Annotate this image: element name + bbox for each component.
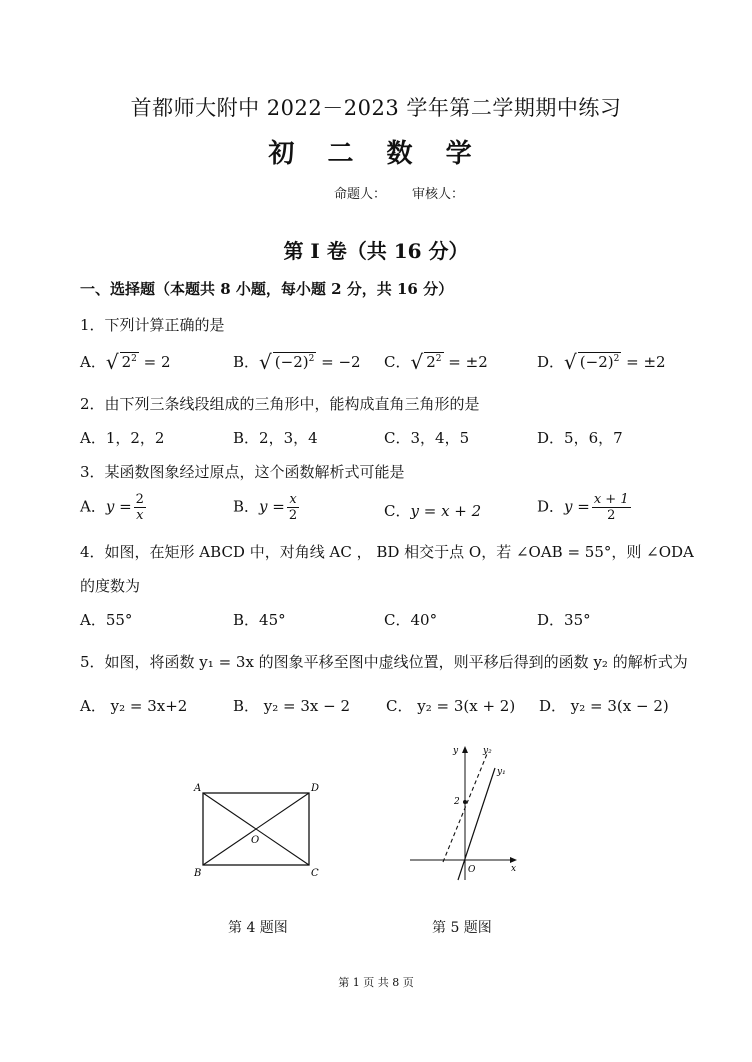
authors-line <box>334 183 490 202</box>
figure-4-rectangle <box>185 775 335 885</box>
q5-option-b: B． y₂ = 3x − 2 <box>233 697 351 715</box>
intercept-point <box>463 800 467 804</box>
x-axis-arrow <box>510 857 517 863</box>
page-footer: 第 1 页 共 8 页 <box>338 976 414 989</box>
q4-stem-line2: 的度数为 <box>80 577 141 595</box>
exam-title: 首都师大附中 2022－2023 学年第二学期期中练习 <box>130 96 622 120</box>
label-o: O <box>251 835 260 846</box>
label-d: D <box>311 783 320 794</box>
q2-stem: 2．由下列三条线段组成的三角形中，能构成直角三角形的是 <box>80 395 480 413</box>
part-title: 第 I 卷（共 16 分） <box>283 239 469 263</box>
q5-option-c: C． y₂ = 3(x + 2) <box>386 697 516 715</box>
q2-option-d: D．5，6，7 <box>537 429 623 447</box>
label-y2: y₂ <box>483 746 492 756</box>
label-b: B <box>194 868 202 879</box>
subject-title: 初 二 数 学 <box>268 139 484 169</box>
q1-option-a: A．√ $2^2 = 2$ <box>80 350 171 374</box>
q5-option-d: D． y₂ = 3(x − 2) <box>539 697 669 715</box>
q3-option-d: D．y = $\frac{x + 1}{2}$ <box>537 492 629 523</box>
q3-option-c: C．y = x + 2 <box>384 502 482 520</box>
label-two: 2 <box>454 797 460 807</box>
q1-option-d: D．√ $(-2)^2 = \pm 2$ <box>537 350 666 374</box>
q2-option-a: A．1，2，2 <box>80 429 165 447</box>
section-title: 一、选择题（本题共 8 小题，每小题 2 分，共 16 分） <box>80 280 454 298</box>
q3-stem: 3．某函数图象经过原点，这个函数解析式可能是 <box>80 463 405 481</box>
q5-option-a: A． y₂ = 3x+2 <box>80 697 188 715</box>
label-a: A <box>194 783 202 794</box>
proposer-label: 命题人： <box>334 187 387 202</box>
q3-option-b: B．y = $\frac{x}{2}$ <box>233 492 298 523</box>
q4-option-a: A．55° <box>80 611 133 629</box>
q1-stem: 1．下列计算正确的是 <box>80 316 225 334</box>
figure-4-caption: 第 4 题图 <box>228 920 288 936</box>
q2-option-c: C．3，4，5 <box>384 429 470 447</box>
q1-option-c: C．√ $2^2 = \pm 2$ <box>384 350 488 374</box>
label-x: x <box>511 864 517 874</box>
q4-option-d: D．35° <box>537 611 591 629</box>
line-y1 <box>458 768 495 880</box>
figure-5-graph <box>405 740 530 885</box>
q4-option-b: B．45° <box>233 611 286 629</box>
label-y: y <box>453 746 459 756</box>
label-y1: y₁ <box>497 767 506 777</box>
label-origin: O <box>468 865 476 875</box>
figure-5-caption: 第 5 题图 <box>432 920 492 936</box>
label-c: C <box>311 868 319 879</box>
y-axis-arrow <box>462 746 468 753</box>
q3-option-a: A．y = $\frac{2}{x}$ <box>80 492 144 523</box>
reviewer-label: 审核人： <box>412 187 465 202</box>
q5-stem: 5．如图，将函数 y₁ = 3x 的图象平移至图中虚线位置，则平移后得到的函数 y₂ 的解析式为 <box>80 653 688 671</box>
q2-option-b: B．2，3，4 <box>233 429 318 447</box>
q1-option-b: B．√ $(-2)^2 = -2$ <box>233 350 361 374</box>
q4-option-c: C．40° <box>384 611 438 629</box>
q4-stem-line1: 4．如图，在矩形 ABCD 中，对角线 AC ， BD 相交于点 O，若 ∠OAB = 55°，则 ∠ODA <box>80 543 694 561</box>
